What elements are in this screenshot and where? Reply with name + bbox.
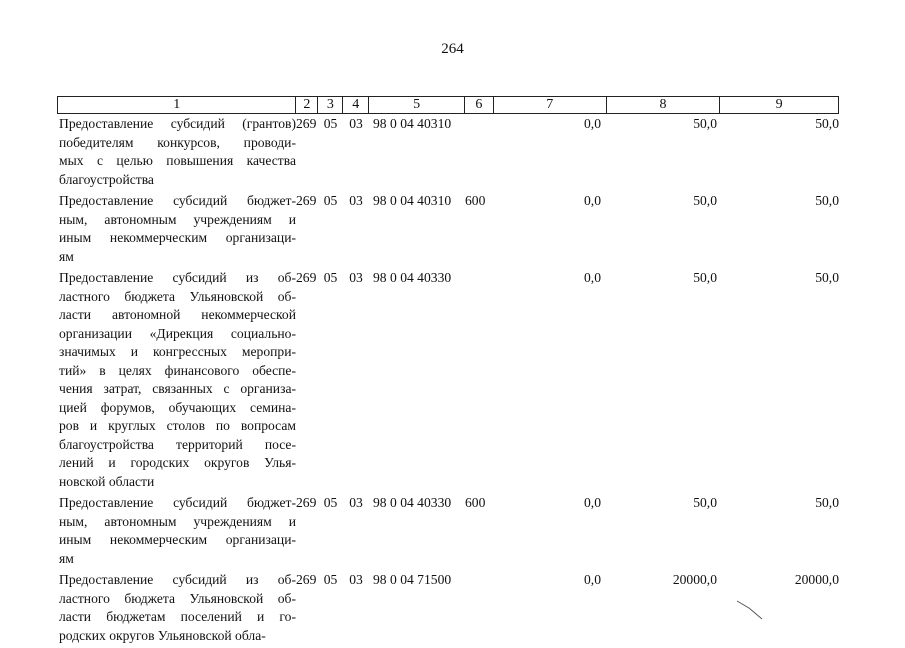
row-value-col8: 50,0 — [693, 270, 717, 285]
header-col-2: 2 — [296, 97, 318, 113]
row-grbs: 269 — [296, 270, 317, 285]
row-value-col9: 50,0 — [815, 193, 839, 208]
table-row — [57, 192, 839, 266]
row-value-col7: 0,0 — [584, 116, 601, 131]
row-expense-type — [465, 269, 494, 491]
row-value-col7: 0,0 — [584, 495, 601, 510]
row-subsection: 03 — [349, 495, 363, 510]
row-section: 05 — [323, 270, 338, 285]
row-value-col7: 0,0 — [584, 572, 601, 587]
row-name-line: благоустройства — [59, 171, 154, 187]
row-name-line: тий» в целях финансового обеспе- — [59, 362, 296, 378]
row-value-col7: 0,0 — [584, 193, 601, 208]
row-value-col8: 50,0 — [693, 116, 717, 131]
header-col-9: 9 — [775, 97, 783, 112]
row-section: 05 — [323, 572, 338, 587]
row-name-line: ласти бюджетам поселений и го- — [59, 609, 296, 624]
header-col-7: 7 — [494, 97, 607, 113]
row-name-line: ным, автономным учреждениям и — [59, 513, 296, 529]
row-subsection: 03 — [349, 116, 363, 131]
row-value-col9: 50,0 — [815, 116, 839, 131]
row-name-line: Предоставление субсидий из об- — [59, 270, 296, 285]
row-name-line: ям — [59, 550, 74, 566]
row-section: 05 — [323, 193, 338, 208]
table-row — [57, 571, 839, 645]
row-expense-type — [465, 115, 494, 189]
row-subsection: 03 — [349, 572, 363, 587]
row-name-line: родских округов Ульяновской обла- — [59, 627, 266, 643]
row-name-line: ям — [59, 248, 74, 264]
row-name-line: иным некоммерческим организаци- — [59, 230, 296, 245]
row-grbs: 269 — [296, 495, 317, 510]
row-name-line: цией форумов, обучающих семина- — [59, 399, 296, 415]
row-name-line: Предоставление субсидий (грантов) — [59, 116, 296, 131]
row-value-col8: 50,0 — [693, 193, 717, 208]
row-name-line: ластного бюджета Ульяновской об- — [59, 288, 296, 304]
row-name-line: Предоставление субсидий бюджет- — [59, 193, 296, 208]
page-number: 264 — [441, 41, 464, 57]
table-row — [57, 269, 839, 491]
row-section: 05 — [323, 116, 338, 131]
row-name-line: ластного бюджета Ульяновской об- — [59, 590, 296, 606]
table-row — [57, 115, 839, 189]
row-name — [57, 494, 296, 568]
row-section: 05 — [323, 495, 338, 510]
header-col-3: 3 — [318, 97, 343, 113]
row-value-col8: 50,0 — [693, 495, 717, 510]
row-value-col9: 20000,0 — [794, 572, 839, 587]
row-subsection: 03 — [349, 270, 363, 285]
row-value-col9: 50,0 — [815, 495, 839, 510]
header-col-5: 5 — [369, 97, 465, 113]
row-name-line: ров и круглых столов по вопросам — [59, 418, 296, 433]
row-name-line: значимых и конгрессных меропри- — [59, 344, 296, 359]
row-name-line: мых с целью повышения качества — [59, 153, 296, 168]
header-col-8: 8 — [607, 97, 721, 113]
row-expense-type — [465, 571, 494, 645]
row-name — [57, 571, 296, 645]
row-target-code: 98 0 04 40330 — [373, 270, 452, 285]
header-col-1: 1 — [58, 97, 296, 113]
header-col-6: 6 — [465, 97, 494, 113]
pen-stroke-mark — [735, 598, 765, 622]
row-expense-type: 600 — [465, 495, 486, 510]
row-name-line: благоустройства территорий посе- — [59, 436, 296, 452]
row-target-code: 98 0 04 71500 — [373, 572, 452, 587]
row-name — [57, 192, 296, 266]
row-subsection: 03 — [349, 193, 363, 208]
header-col-4: 4 — [343, 97, 369, 113]
row-grbs: 269 — [296, 193, 317, 208]
row-value-col8: 20000,0 — [672, 572, 717, 587]
table-header — [57, 96, 839, 114]
row-target-code: 98 0 04 40330 — [373, 495, 452, 510]
row-value-col7: 0,0 — [584, 270, 601, 285]
row-name-line: ным, автономным учреждениям и — [59, 211, 296, 227]
row-name-line: ласти автономной некоммерческой — [59, 307, 296, 322]
row-name — [57, 115, 296, 189]
row-name-line: иным некоммерческим организаци- — [59, 532, 296, 547]
row-grbs: 269 — [296, 116, 317, 131]
table-row — [57, 494, 839, 568]
row-name-line: лений и городских округов Улья- — [59, 455, 296, 470]
row-name-line: Предоставление субсидий бюджет- — [59, 495, 296, 510]
row-name-line: организации «Дирекция социально- — [59, 325, 296, 341]
row-grbs: 269 — [296, 572, 317, 587]
row-name — [57, 269, 296, 491]
row-name-line: победителям конкурсов, проводи- — [59, 134, 296, 150]
row-name-line: чения затрат, связанных с организа- — [59, 381, 296, 396]
row-expense-type: 600 — [465, 193, 486, 208]
row-target-code: 98 0 04 40310 — [373, 193, 452, 208]
row-name-line: новской области — [59, 473, 155, 489]
row-value-col9: 50,0 — [815, 270, 839, 285]
row-name-line: Предоставление субсидий из об- — [59, 572, 296, 587]
table-body — [57, 115, 839, 648]
row-target-code: 98 0 04 40310 — [373, 116, 452, 131]
